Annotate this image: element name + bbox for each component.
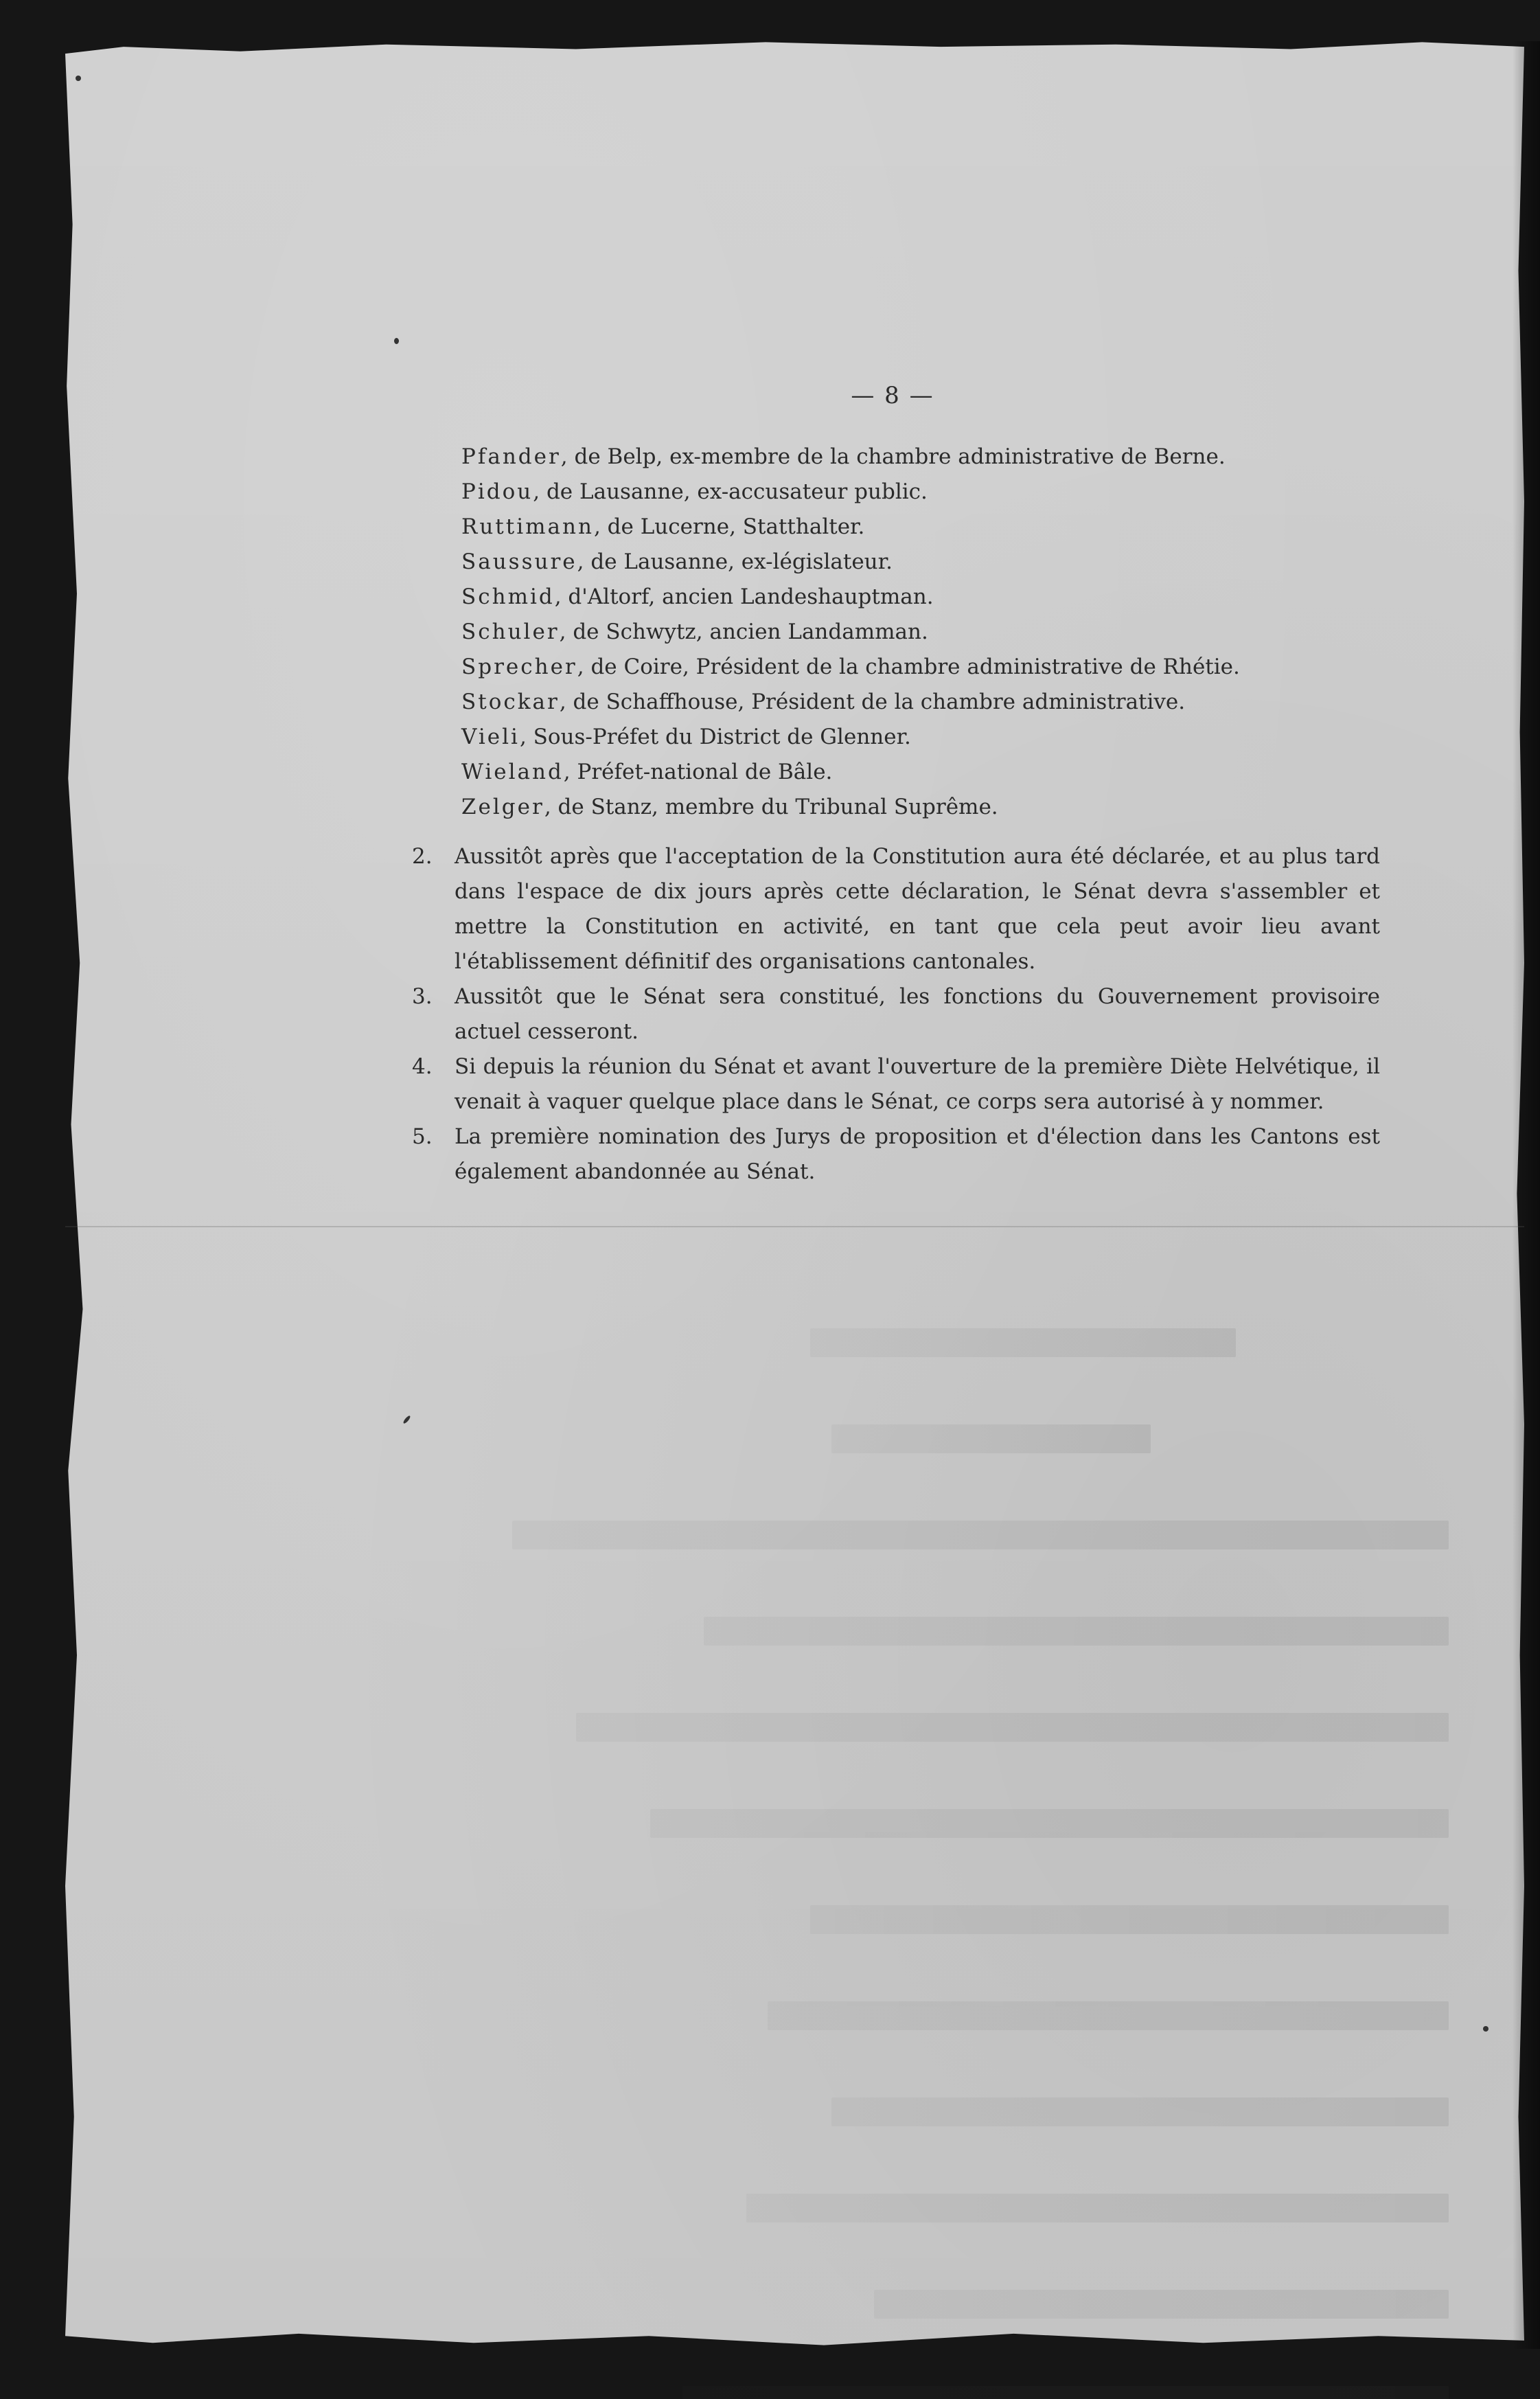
entry-surname: Vieli: [461, 725, 520, 749]
list-item: [461, 615, 1423, 650]
entry-detail: , Sous-Préfet du District de Glenner.: [519, 725, 911, 749]
entry-surname: Schmid: [461, 584, 555, 609]
entry-surname: Pfander: [461, 444, 561, 469]
entry-surname: Wieland: [461, 760, 564, 784]
list-item: [461, 440, 1423, 475]
entry-surname: Ruttimann: [461, 514, 594, 539]
entry-detail: , de Lausanne, ex-législateur.: [577, 549, 893, 574]
entry-detail: , de Coire, Président de la chambre administrative de Rhétie.: [577, 655, 1240, 679]
entry-surname: Stockar: [461, 690, 560, 714]
entry-surname: Saussure: [461, 549, 577, 574]
entry-surname: Pidou: [461, 479, 533, 504]
list-item: [461, 790, 1423, 825]
list-item: [461, 510, 1423, 545]
entry-surname: Schuler: [461, 619, 560, 644]
list-item: [461, 685, 1423, 720]
entry-detail: , de Lausanne, ex-accusateur public.: [533, 479, 928, 504]
entry-surname: Sprecher: [461, 655, 577, 679]
article-paragraph: [412, 1119, 1380, 1190]
article-text: Si depuis la réunion du Sénat et avant l'ouverture de la première Diète Helvétique, il venait à vaquer quelque place dans le Sénat, ce corps sera autorisé à y nommer.: [455, 1054, 1380, 1114]
entry-detail: , de Schaffhouse, Président de la chambre administrative.: [559, 690, 1186, 714]
article-number: 3.: [412, 984, 433, 1009]
article-number: 4.: [412, 1054, 433, 1079]
entry-detail: , Préfet-national de Bâle.: [563, 760, 833, 784]
list-item: [461, 650, 1423, 685]
article-number: 2.: [412, 844, 433, 869]
entry-detail: , de Belp, ex-membre de la chambre administrative de Berne.: [560, 444, 1226, 469]
entry-surname: Zelger: [461, 795, 544, 819]
list-item: [461, 720, 1423, 755]
entry-detail: , de Stanz, membre du Tribunal Suprême.: [544, 795, 998, 819]
article-paragraph: [412, 1049, 1380, 1119]
entry-detail: , de Lucerne, Statthalter.: [593, 514, 865, 539]
list-item: [461, 580, 1423, 615]
senator-list: [461, 440, 1423, 825]
article-number: 5.: [412, 1124, 433, 1149]
article-paragraph: [412, 839, 1380, 979]
article-text: Aussitôt après que l'acceptation de la Constitution aura été déclarée, et au plus tard dans l'espace de dix jours après cette déclaration, le Sénat devra s'assembler et mettre la Constitution en activité, en tant que cela peut avoir lieu avant l'établissement définitif des organisations cantonales.: [455, 844, 1380, 974]
article-paragraph: [412, 979, 1380, 1049]
list-item: [461, 755, 1423, 790]
list-item: [461, 545, 1423, 580]
page-number: — 8 —: [851, 382, 934, 409]
list-item: [461, 475, 1423, 510]
entry-detail: , d'Altorf, ancien Landeshauptman.: [554, 584, 934, 609]
article-list: [412, 839, 1380, 1190]
entry-detail: , de Schwytz, ancien Landamman.: [559, 619, 928, 644]
article-text: La première nomination des Jurys de proposition et d'élection dans les Cantons est également abandonnée au Sénat.: [455, 1124, 1380, 1184]
article-text: Aussitôt que le Sénat sera constitué, les fonctions du Gouvernement provisoire actuel cesseront.: [455, 984, 1380, 1044]
